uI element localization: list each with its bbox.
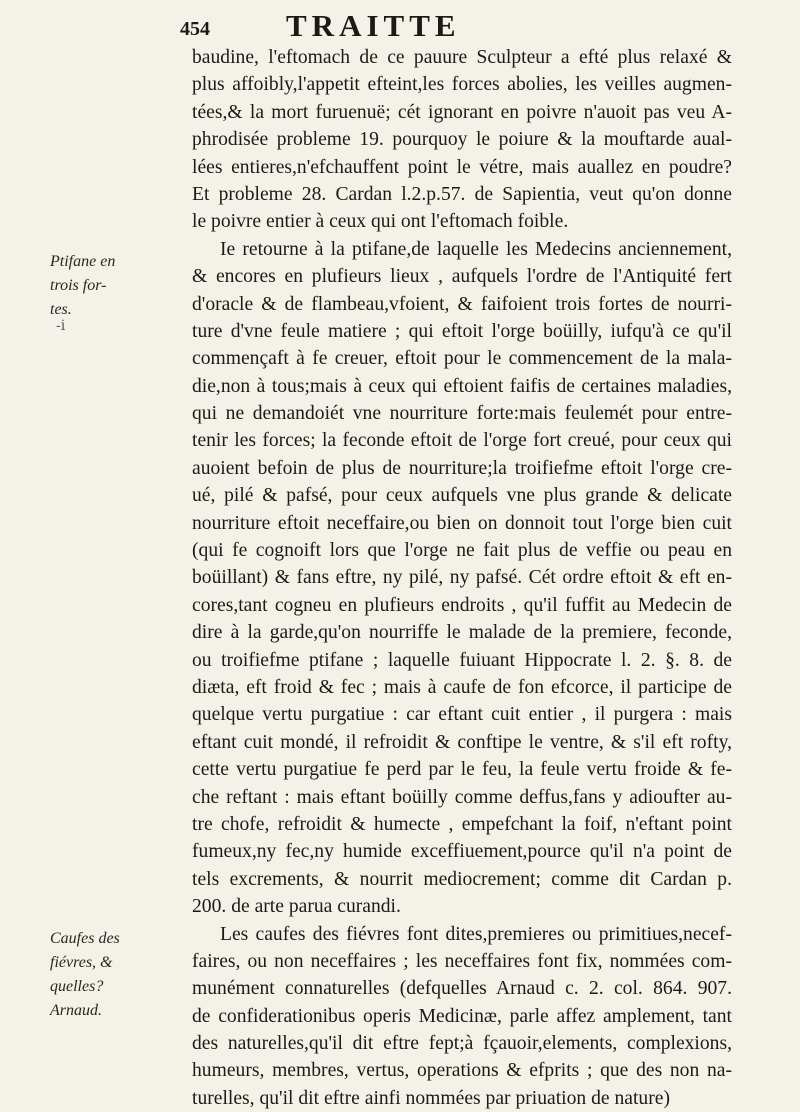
text-line: ué, pilé & pafsé, pour ceux aufquels vne plus grande & delicate [192,485,732,507]
page-number: 454 [180,18,210,40]
text-line: plus affoibly,l'appetit efteint,les forces abolies, les veilles augmen- [192,74,732,96]
text-line: munément connaturelles (defquelles Arnaud c. 2. col. 864. 907. [192,978,732,1000]
text-line: tre chofe, refroidit & humecte , empefchant la foif, n'eftant point [192,813,732,835]
text-line: boüillant) & fans eftre, ny pilé, ny pafsé. Cét ordre eftoit & eft en- [192,567,732,589]
text-line: Et probleme 28. Cardan l.2.p.57. de Sapientia, veut qu'on donne [192,183,732,205]
text-line: diæta, eft froid & fec ; mais à caufe de fon efcorce, il participe de [192,676,732,698]
text-line: d'oracle & de flambeau,vfoient, & faifoient trois fortes de nourri- [192,293,732,315]
text-line: fumeux,ny fec,ny humide exceffiuement,pource qu'il n'a point de [192,841,732,863]
text-line: auoient befoin de plus de nourriture;la troifiefme eftoit l'orge cre- [192,457,732,479]
text-line: lées entieres,n'efchauffent point le vétre, mais auallez en poudre? [192,156,732,178]
margin-note-ptisane [50,250,115,322]
text-line: qui ne demandoiét vne nourriture forte:mais feulemét pour entre- [192,403,732,425]
text-line: tées,& la mort furuenuë; cét ignorant en poivre n'auoit pas veu A- [192,101,732,123]
margin-note-line: tes. [50,301,72,318]
margin-note-line: trois for- [50,277,107,294]
text-line: che reftant : mais eftant boüilly comme deffus,fans y adioufter au- [192,786,732,808]
text-line: die,non à tous;mais à ceux qui eftoient faifis de certaines maladies, [192,375,732,397]
margin-mark: -i [56,318,66,334]
text-line: tenir les forces; la feconde eftoit de l'orge fort creué, pour ceux qui [192,430,732,452]
text-line: baudine, l'eftomach de ce pauure Sculpteur a efté plus relaxé & [192,47,732,68]
margin-note-fevers [50,927,120,1023]
text-line: Ie retourne à la ptifane,de laquelle les Medecins anciennement, [220,238,732,260]
page-header [180,8,740,44]
text-line: de confiderationibus operis Medicinæ, parle affez amplement, tant [192,1005,732,1027]
text-line: (qui fe cognoift lors que l'orge ne fait plus de veffie ou peau en [192,540,732,562]
text-line: humeurs, membres, vertus, operations & efprits ; que des non na- [192,1060,732,1082]
margin-note-line: Ptifane en [50,253,116,270]
margin-note-line: quelles? [50,978,104,995]
margin-note-line: fiévres, & [50,954,113,971]
text-line: ture d'vne feule matiere ; qui eftoit l'orge boüilly, iufqu'à ce qu'il [192,320,732,342]
main-text [192,44,732,1112]
text-line: quelque vertu purgatiue : car eftant cuit entier , il purgera : mais [192,704,732,726]
text-line: cores,tant cogneu en plufieurs endroits , qu'il fuffit au Medecin de [192,594,732,616]
margin-note-line: Caufes des [50,930,120,947]
text-line: commençaft à fe creuer, eftoit pour le commencement de la mala- [192,348,732,370]
text-line: tels excrements, & nourrit mediocrement; comme dit Cardan p. [192,868,732,890]
text-line: turelles, qu'il dit eftre ainfi nommées par priuation de nature) [192,1087,670,1109]
text-line: 200. de arte parua curandi. [192,896,401,918]
text-line: des naturelles,qu'il dit eftre fept;à fçauoir,elements, complexions, [192,1033,732,1055]
text-line: faires, ou non neceffaires ; les neceffaires font fix, nommées com- [192,950,732,972]
text-line: dire à la garde,qu'on nourriffe le malade de la premiere, feconde, [192,622,732,644]
text-line: ou troifiefme ptifane ; laquelle fuiuant Hippocrate l. 2. §. 8. de [192,649,732,671]
text-line: eftant cuit mondé, il refroidit & conftipe le ventre, & s'il eft rofty, [192,731,732,753]
running-title: TRAITTE [286,8,461,43]
text-line: cette vertu purgatiue fe perd par le feu, la feule vertu froide & fe- [192,759,732,781]
margin-note-line: Arnaud. [50,1002,102,1019]
text-line: Les caufes des fiévres font dites,premieres ou primitiues,necef- [220,923,732,945]
text-line: nourriture eftoit neceffaire,ou bien on donnoit tout l'orge bien cuit [192,512,732,534]
text-line: le poivre entier à ceux qui ont l'eftomach foible. [192,211,569,233]
text-line: & encores en plufieurs lieux , aufquels l'ordre de l'Antiquité fert [192,266,732,288]
text-line: phrodisée probleme 19. pourquoy le poiure & la mouftarde aual- [192,129,732,151]
